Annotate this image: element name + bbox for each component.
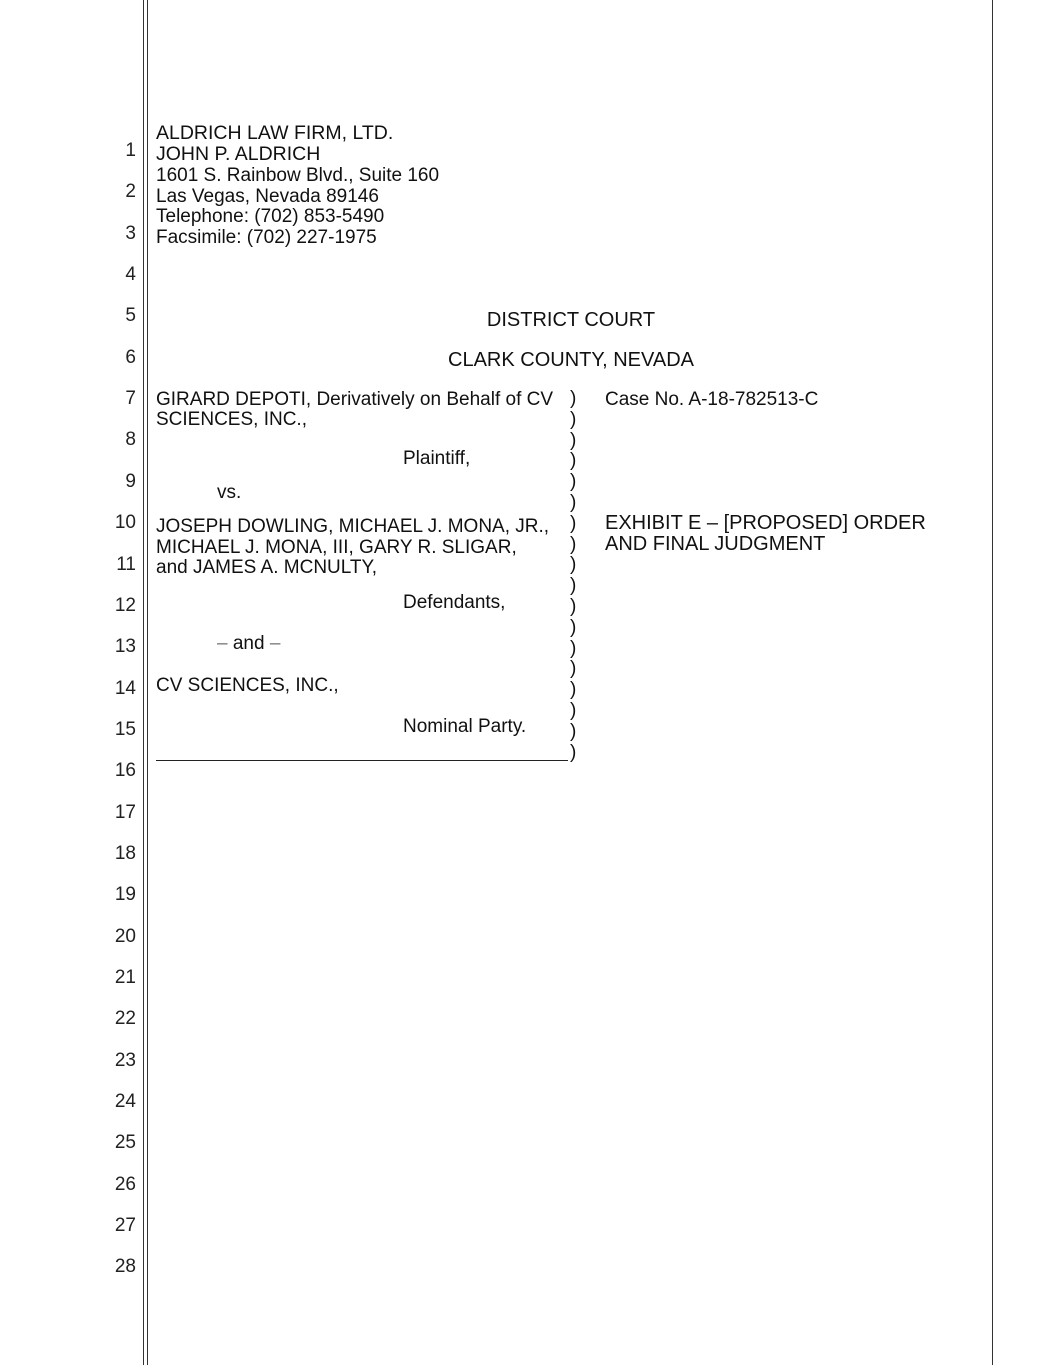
line-number: 2 [125,181,136,203]
document-title-line1: EXHIBIT E – [PROPOSED] ORDER [605,512,926,534]
and-dash-left: – [217,633,228,654]
and-dash-right: – [269,633,281,654]
attorney-name: JOHN P. ALDRICH [156,143,321,165]
plaintiff-name-line2: SCIENCES, INC., [156,409,307,430]
nominal-party-name: CV SCIENCES, INC., [156,675,339,696]
attorney-address-line1: 1601 S. Rainbow Blvd., Suite 160 [156,165,440,186]
case-number: Case No. A-18-782513-C [605,389,819,410]
line-number: 4 [125,264,136,286]
and-separator [217,633,280,654]
left-margin-rule-inner [147,0,148,1365]
court-name: DISTRICT COURT [486,309,656,331]
line-number: 24 [114,1091,136,1113]
line-number: 27 [114,1215,136,1237]
line-number: 17 [114,801,136,823]
line-number: 22 [114,1008,136,1030]
defendants-role: Defendants, [403,592,506,613]
line-number: 23 [114,1049,136,1071]
plaintiff-name-line1: GIRARD DEPOTI, Derivatively on Behalf of CV [156,389,554,410]
document-title-line2: AND FINAL JUDGMENT [605,533,826,555]
line-number: 13 [114,636,136,658]
nominal-party-role: Nominal Party. [403,716,527,737]
and-word: and [227,633,270,654]
attorney-firm: ALDRICH LAW FIRM, LTD. [156,122,394,144]
line-number: 5 [125,305,136,327]
line-number: 11 [116,553,136,575]
defendants-line2: MICHAEL J. MONA, III, GARY R. SLIGAR, [156,537,517,558]
line-number: 1 [125,140,136,161]
line-number: 21 [114,967,136,988]
caption-bottom-rule [156,760,568,761]
attorney-address-line2: Las Vegas, Nevada 89146 [156,186,379,207]
line-number: 10 [114,512,136,534]
line-number: 3 [125,222,136,244]
court-county: CLARK COUNTY, NEVADA [448,349,694,371]
line-number: 6 [125,346,136,368]
versus-label: vs. [217,482,242,503]
caption-parentheses: ) ) ) ) ) ) ) ) ) ) ) ) ) ) ) ) ) ) [570,388,577,763]
right-margin-rule [992,0,993,1365]
line-number: 15 [114,718,136,740]
line-number: 25 [114,1132,136,1154]
line-number: 9 [125,470,136,492]
defendants-line3: and JAMES A. MCNULTY, [156,557,378,578]
line-number: 8 [125,429,136,451]
left-margin-rule-outer [143,0,144,1365]
line-number: 14 [114,677,136,699]
line-number: 19 [114,884,136,906]
attorney-facsimile: Facsimile: (702) 227-1975 [156,227,377,248]
line-number: 12 [114,594,136,616]
line-number: 20 [114,925,136,947]
line-number: 7 [125,388,136,410]
plaintiff-role: Plaintiff, [403,448,471,469]
line-number: 26 [114,1173,136,1195]
attorney-telephone: Telephone: (702) 853-5490 [156,206,385,227]
defendants-line1: JOSEPH DOWLING, MICHAEL J. MONA, JR., [156,516,550,537]
line-number: 16 [114,760,136,782]
line-number: 28 [114,1256,136,1278]
line-number: 18 [114,842,136,864]
